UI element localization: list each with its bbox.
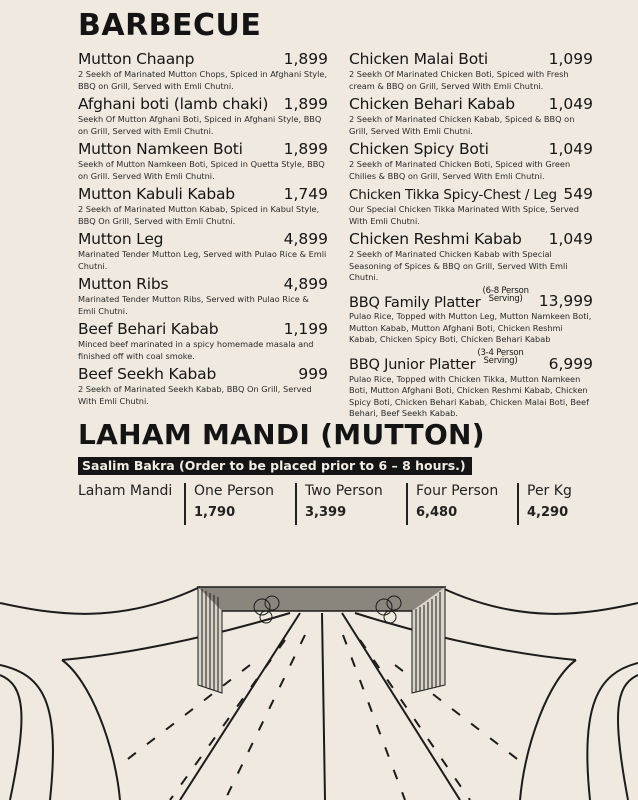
- item-price: 549: [563, 185, 593, 203]
- menu-item: [349, 185, 593, 227]
- serving-note-line: Serving): [483, 355, 518, 366]
- item-description: 2 Seekh Of Marinated Chicken Boti, Spiced with Fresh cream & BBQ on Grill, Served With Emli Chutni.: [349, 69, 569, 91]
- item-price: 4,899: [283, 230, 328, 248]
- item-name: Beef Seekh Kabab: [78, 365, 217, 383]
- item-name: Chicken Behari Kabab: [349, 95, 515, 113]
- serving-note: [483, 287, 529, 303]
- road-illustration: [0, 545, 638, 800]
- column-header: Four Person: [416, 483, 499, 499]
- item-description: Our Special Chicken Tikka Marinated With Spice, Served With Emli Chutni.: [349, 204, 579, 226]
- item-name: BBQ Family Platter: [349, 294, 481, 311]
- road-edge: [0, 675, 21, 800]
- menu-item: [349, 287, 593, 346]
- road-edge: [618, 675, 638, 800]
- lane-marking: [170, 640, 285, 800]
- barbecue-right-column: [349, 50, 593, 423]
- item-description: 2 Seekh of Marinated Chicken Boti, Spiced with Green Chilies & BBQ on Grill, Served With Emli Chutni.: [349, 159, 571, 181]
- lane-marking: [120, 665, 250, 765]
- barbecue-left-column: [78, 50, 328, 410]
- road-edge: [0, 587, 200, 614]
- column-price: 6,480: [416, 505, 458, 520]
- item-name: Mutton Chaanp: [78, 50, 195, 68]
- item-description: 2 Seekh of Marinated Mutton Chops, Spiced in Afghani Style, BBQ on Grill, Served with Emli Chutni.: [78, 69, 328, 91]
- menu-item: [349, 349, 593, 420]
- menu-item: [78, 140, 328, 182]
- road-edge: [355, 613, 576, 660]
- price-column: [295, 483, 383, 525]
- item-name: Chicken Spicy Boti: [349, 140, 489, 158]
- item-name: Afghani boti (lamb chaki): [78, 95, 269, 113]
- column-price: 1,790: [194, 505, 236, 520]
- item-price: 6,999: [548, 354, 593, 373]
- menu-item: [78, 365, 328, 407]
- item-name: Mutton Leg: [78, 230, 164, 248]
- item-name: Chicken Malai Boti: [349, 50, 488, 68]
- column-header: One Person: [194, 483, 275, 499]
- item-price: 1,899: [283, 50, 328, 68]
- road-edge: [0, 665, 53, 800]
- item-price: 999: [298, 365, 328, 383]
- item-description: Pulao Rice, Topped with Mutton Leg, Mutton Namkeen Boti, Mutton Kabab, Mutton Afghani Boti, Chicken Reshmi Kabab, Chicken Spicy Boti, Chicken Behari Kabab: [349, 311, 592, 345]
- menu-item: [78, 95, 328, 137]
- column-price: 4,290: [527, 505, 569, 520]
- item-description: 2 Seekh of Marinated Chicken Kabab, Spiced & BBQ on Grill, Served With Emli Chutni.: [349, 114, 575, 136]
- item-description: Marinated Tender Mutton Leg, Served with Pulao Rice & Emli Chutni.: [78, 249, 327, 271]
- item-name: Chicken Reshmi Kabab: [349, 230, 522, 248]
- item-description: 2 Seekh of Marinated Chicken Kabab with Special Seasoning of Spices & BBQ on Grill, Served With Emli Chutni.: [349, 249, 568, 282]
- item-name: Mutton Kabuli Kabab: [78, 185, 235, 203]
- item-name: Beef Behari Kabab: [78, 320, 219, 338]
- bridge-deck: [198, 587, 445, 611]
- menu-item: [78, 320, 328, 362]
- road-edge: [440, 587, 638, 614]
- item-name-group: [349, 349, 524, 373]
- item-name: BBQ Junior Platter: [349, 356, 476, 373]
- item-price: 1,099: [548, 50, 593, 68]
- item-price: 1,899: [283, 95, 328, 113]
- road-edge: [322, 613, 325, 800]
- road-edge: [520, 660, 576, 800]
- menu-item: [349, 230, 593, 284]
- item-price: 1,199: [283, 320, 328, 338]
- item-price: 1,049: [548, 95, 593, 113]
- item-description: Seekh Of Mutton Afghani Boti, Spiced in Afghani Style, BBQ on Grill, Served with Emli Chutni.: [78, 114, 322, 136]
- item-price: 4,899: [283, 275, 328, 293]
- serving-note-line: (6-8 Person: [482, 285, 529, 296]
- menu-item: [349, 140, 593, 182]
- item-description: Marinated Tender Mutton Ribs, Served with Pulao Rice & Emli Chutni.: [78, 294, 309, 316]
- menu-item: [78, 230, 328, 272]
- section-title-barbecue: BARBECUE: [78, 8, 262, 43]
- item-description: Pulao Rice, Topped with Chicken Tikka, Mutton Namkeen Boti, Mutton Afghani Boti, Chicken Reshmi Kabab, Chicken Spicy Boti, Chicken Behari Kabab, Chicken Malai Boti, Beef Behari, Beef Seekh Kabab.: [349, 373, 589, 419]
- road-edge: [62, 660, 120, 800]
- saalim-bakra-banner: Saalim Bakra (Order to be placed prior to 6 – 8 hours.): [78, 457, 472, 475]
- item-label: Laham Mandi: [78, 483, 173, 499]
- item-description: 2 Seekh of Marinated Mutton Kabab, Spiced in Kabul Style, BBQ On Grill, Served with Emli Chutni.: [78, 204, 320, 226]
- road-edge: [587, 663, 638, 800]
- menu-item: [349, 50, 593, 92]
- serving-note: [477, 349, 523, 365]
- column-price: 3,399: [305, 505, 347, 520]
- item-price: 1,049: [548, 140, 593, 158]
- menu-item: [78, 185, 328, 227]
- section-title-laham-mandi: LAHAM MANDI (MUTTON): [78, 418, 485, 451]
- road-edge: [62, 613, 290, 660]
- serving-note-line: (3-4 Person: [477, 347, 524, 358]
- item-label-cell: [78, 483, 172, 525]
- column-header: Per Kg: [527, 483, 572, 499]
- item-name: Chicken Tikka Spicy-Chest / Leg: [349, 187, 557, 203]
- item-price: 1,749: [283, 185, 328, 203]
- item-name-group: [349, 287, 529, 311]
- lane-marking: [225, 635, 305, 800]
- price-column: [517, 483, 572, 525]
- menu-item: [78, 50, 328, 92]
- item-name: Mutton Ribs: [78, 275, 169, 293]
- item-description: 2 Seekh of Marinated Seekh Kabab, BBQ On Grill, Served With Emli Chutni.: [78, 384, 312, 406]
- item-price: 1,899: [283, 140, 328, 158]
- menu-item: [349, 95, 593, 137]
- item-price: 1,049: [548, 230, 593, 248]
- price-column: [406, 483, 498, 525]
- item-name: Mutton Namkeen Boti: [78, 140, 243, 158]
- item-description: Seekh of Mutton Namkeen Boti, Spiced in Quetta Style, BBQ on Grill. Served With Emli Chutni.: [78, 159, 325, 181]
- menu-item: [78, 275, 328, 317]
- item-description: Minced beef marinated in a spicy homemade masala and finished off with coal smoke.: [78, 339, 314, 361]
- bridge-pillar-left: [198, 587, 222, 693]
- price-column: [184, 483, 274, 525]
- item-price: 13,999: [538, 292, 593, 311]
- column-header: Two Person: [305, 483, 383, 499]
- serving-note-line: Serving): [488, 293, 523, 304]
